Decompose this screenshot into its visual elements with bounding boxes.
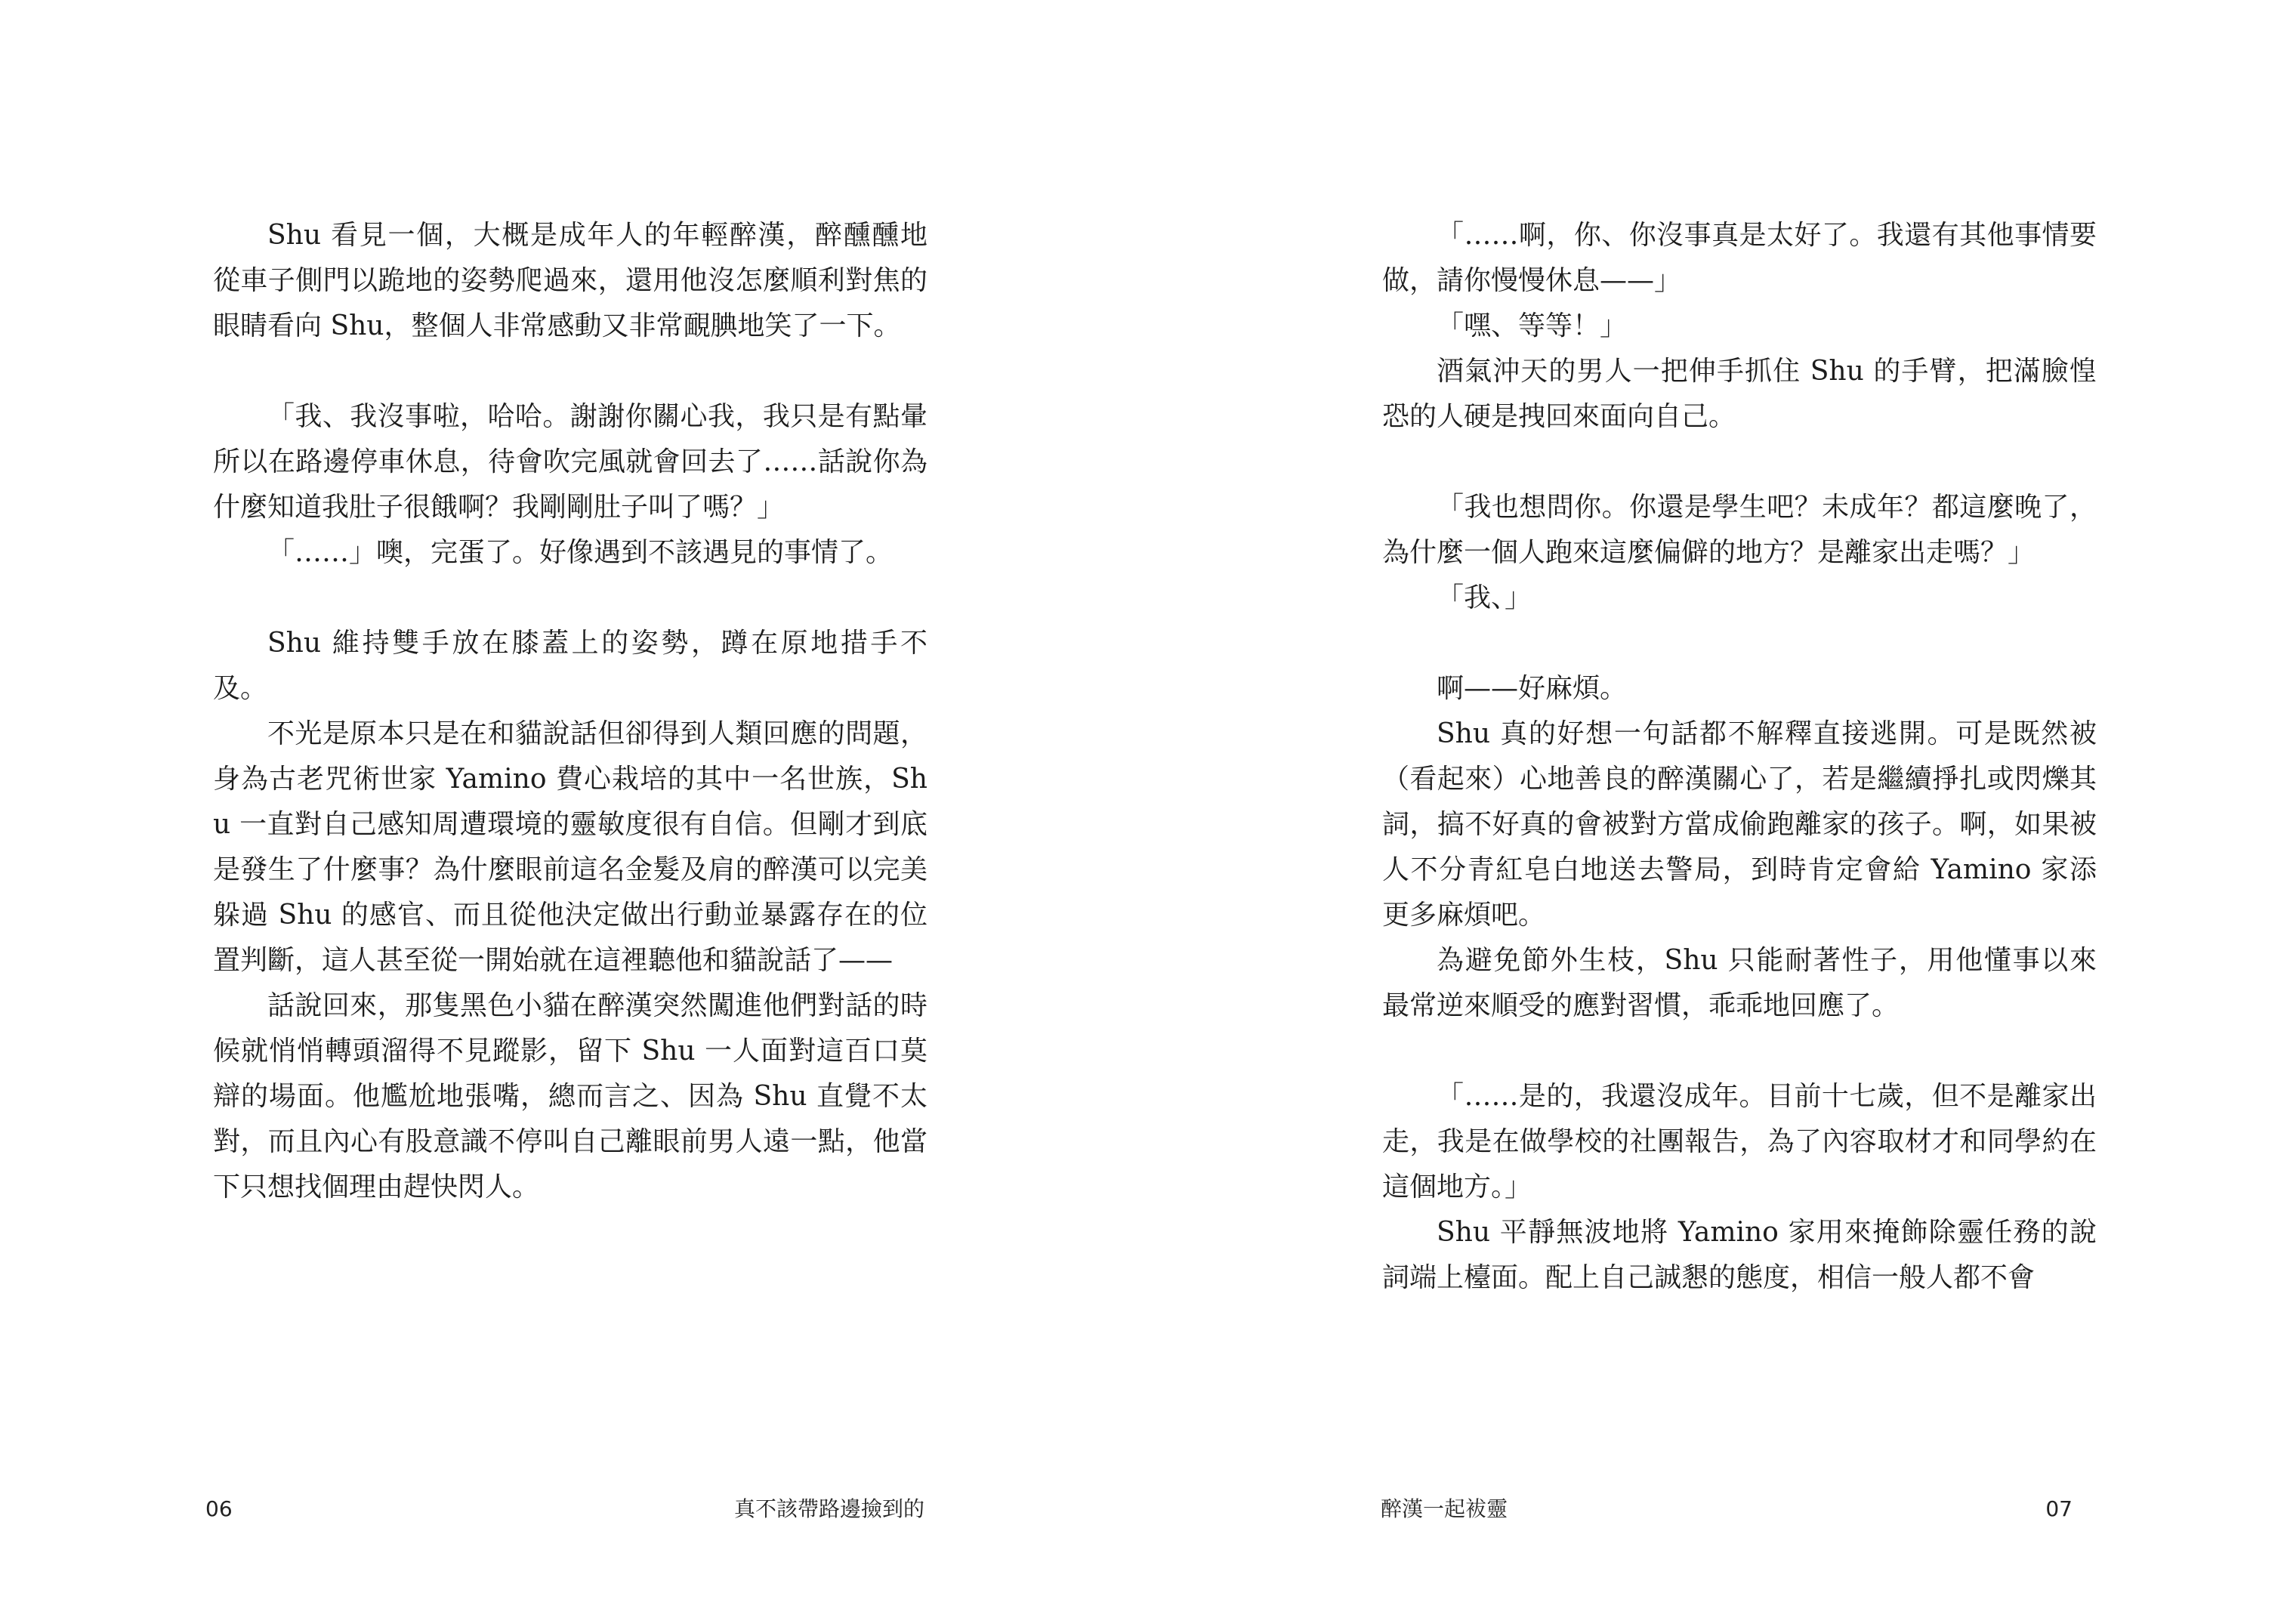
- page-number: 07: [2045, 1496, 2073, 1521]
- paragraph: 「嘿、等等！」: [1437, 310, 1628, 341]
- paragraph: Shu 維持雙手放在膝蓋上的姿勢，蹲在原地措手不及。: [213, 628, 927, 704]
- running-head: 真不該帶路邊撿到的: [733, 1496, 924, 1521]
- paragraph: 酒氣沖天的男人一把伸手抓住 Shu 的手臂，把滿臉惶恐的人硬是拽回來面向自己。: [1382, 356, 2097, 432]
- paragraph: 「……啊，你、你沒事真是太好了。我還有其他事情要做，請你慢慢休息——」: [1382, 220, 2097, 296]
- right-page: [1142, 0, 2284, 1624]
- paragraph: 「……」噢，完蛋了。好像遇到不該遇見的事情了。: [267, 537, 894, 568]
- left-page-body: [213, 213, 927, 1210]
- paragraph: Shu 平靜無波地將 Yamino 家用來掩飾除靈任務的說詞端上檯面。配上自己誠懇的態度，相信一般人都不會: [1382, 1217, 2097, 1293]
- paragraph: Shu 看見一個，大概是成年人的年輕醉漢，醉醺醺地從車子側門以跪地的姿勢爬過來，還用他沒怎麼順利對焦的眼睛看向 Shu，整個人非常感動又非常靦腆地笑了一下。: [213, 220, 927, 341]
- paragraph: 「……是的，我還沒成年。目前十七歲，但不是離家出走，我是在做學校的社團報告，為了內容取材才和同學約在這個地方。」: [1382, 1081, 2097, 1203]
- paragraph: Shu 真的好想一句話都不解釋直接逃開。可是既然被（看起來）心地善良的醉漢關心了，若是繼續掙扎或閃爍其詞，搞不好真的會被對方當成偷跑離家的孩子。啊，如果被人不分青紅皂白地送去警局，到時肯定會給 Yamino 家添更多麻煩吧。: [1382, 718, 2097, 931]
- paragraph: 不光是原本只是在和貓說話但卻得到人類回應的問題，身為古老咒術世家 Yamino 費心栽培的其中一名世族，Shu 一直對自己感知周遭環境的靈敏度很有自信。但剛才到底是發生了什麼事？為什麼眼前這名金髮及肩的醉漢可以完美躲過 Shu 的感官、而且從他決定做出行動並暴露存在的位置判斷，這人甚至從一開始就在這裡聽他和貓說話了——: [213, 718, 927, 976]
- page-number: 06: [205, 1496, 233, 1521]
- paragraph: 話說回來，那隻黑色小貓在醉漢突然闖進他們對話的時候就悄悄轉頭溜得不見蹤影，留下 Shu 一人面對這百口莫辯的場面。他尷尬地張嘴，總而言之、因為 Shu 直覺不太對，而且內心有股意識不停叫自己離眼前男人遠一點，他當下只想找個理由趕快閃人。: [213, 990, 927, 1203]
- running-head: 醉漢一起袚靈: [1381, 1496, 1508, 1521]
- paragraph: 「我也想問你。你還是學生吧？未成年？都這麼晚了，為什麼一個人跑來這麼偏僻的地方？是離家出走嗎？」: [1382, 492, 2097, 568]
- paragraph: 為避免節外生枝，Shu 只能耐著性子，用他懂事以來最常逆來順受的應對習慣，乖乖地回應了。: [1382, 945, 2097, 1021]
- right-page-body: [1382, 213, 2097, 1301]
- paragraph: 啊——好麻煩。: [1437, 673, 1628, 704]
- paragraph: 「我、我沒事啦，哈哈。謝謝你關心我，我只是有點暈所以在路邊停車休息，待會吹完風就會回去了……話說你為什麼知道我肚子很餓啊？我剛剛肚子叫了嗎？」: [213, 401, 927, 523]
- paragraph: 「我、」: [1437, 582, 1532, 613]
